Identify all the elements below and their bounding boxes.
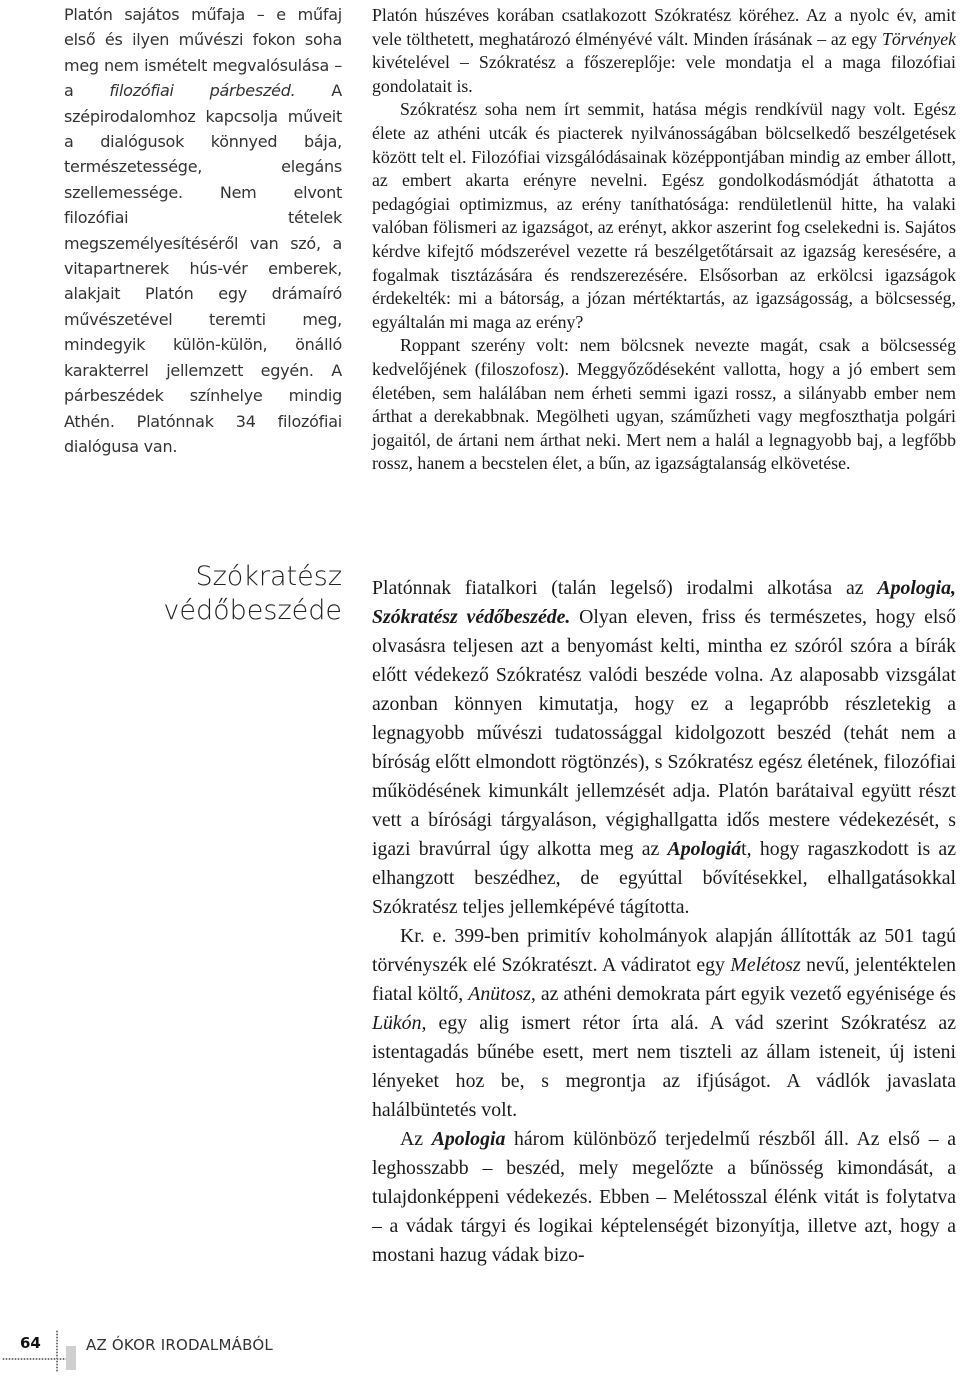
sidebar-note [64, 2, 342, 459]
sidebar-text-2: A szépirodalomhoz kapcsolja műveit a dialógusok könnyed bája, természetessége, elegáns szellemessége. Nem elvont filozófiai tételek megszemélyesítéséről van szó, a vitapartnerek hús-vér emberek, alakjait Platón egy drámaíró művészetével teremti meg, mindegyik külön-külön, önálló karakterrel jellemzett egyén. A párbeszédek színhelye mindig Athén. Platónnak 34 filozófiai dialógusa van. [64, 81, 342, 456]
sidebar-emphasis: filozófiai párbeszéd. [109, 81, 296, 101]
work-title-apologia: Apologia, Szókratész védőbeszéde. [372, 577, 956, 628]
text-run: Kr. e. 399-ben primitív koholmányok alapján állították az 501 tagú törvényszék elé Szókratészt. A vádiratot egy [372, 925, 956, 976]
text-run: kivételével – Szókratész a főszereplője: vele mondatja el a maga filozófiai gondolatait is. [372, 52, 956, 96]
main-bottom-paragraph-3 [372, 1125, 956, 1270]
decorative-grey-block [66, 1346, 76, 1370]
main-bottom-paragraph-1 [372, 574, 956, 922]
running-head: AZ ÓKOR IRODALMÁBÓL [86, 1336, 273, 1354]
section-title [120, 560, 342, 628]
main-top-paragraph-2: Szókratész soha nem írt semmit, hatása mégis rendkívül nagy volt. Egész élete az athéni utcák és piacterek nyilvánosságában bölcselkedő beszélgetések között telt el. Filozófiai vizsgálódásainak középpontjában mindig az ember állott, az embert akarta erényre nevelni. Egész gondolkodásmódját áthatotta a pedagógiai optimizmus, az erény taníthatósága: rendületlenül hitte, ha valaki valóban fölismeri az igazságot, az erényt, akkor aszerint fog cselekedni is. Sajátos kérdve kifejtő módszerével vezette rá beszélgetőtársait az igazság keresésére, a fogalmak tisztázására és rendszerezésére. Elsősorban az erkölcsi igazságok érdekelték: mi a bátorság, a józan mértéktartás, az igazságosság, a bölcsesség, egyáltalán mi maga az erény? [372, 99, 956, 332]
main-text-top [372, 4, 956, 476]
sidebar-paragraph [64, 2, 342, 459]
name-meletosz: Melétosz [730, 954, 801, 976]
text-run: nevű, jelentéktelen fiatal költő, [372, 954, 956, 1005]
main-text-bottom [372, 574, 956, 1270]
sidebar-text-1: Platón sajátos műfaja – e műfaj első és ilyen művészi fokon soha meg nem ismételt megvalósulása – a [64, 5, 342, 101]
section-title-line-2: védőbeszéde [163, 595, 342, 626]
name-anutosz: Anütosz, [468, 983, 536, 1005]
work-title-torvenyek: Törvények [881, 28, 956, 49]
name-lukon: Lükón, [372, 1012, 427, 1034]
main-top-paragraph-1 [372, 4, 956, 98]
work-title-apologia-2: Apologia [431, 1128, 506, 1150]
page-footer [0, 1328, 340, 1374]
main-bottom-paragraph-2 [372, 922, 956, 1125]
text-run: egy alig ismert rétor írta alá. A vád szerint Szókratész az istentagadás bűnébe esett, mert nem tiszteli az állam isteneit, új isteni lényeket hoz be, s megrontja az ifjúságot. A vádlók javaslata halálbüntetés volt. [372, 1012, 956, 1121]
dotted-rule-horizontal [2, 1358, 76, 1360]
page-number: 64 [20, 1334, 41, 1352]
main-top-paragraph-3: Roppant szerény volt: nem bölcsnek nevezte magát, csak a bölcsesség kedvelőjének (filoszofosz). Meggyőződéseként vallotta, hogy a jó embert sem életében, sem halálában nem érheti semmi igazi rossz, a silányabb ember nem árthat a derekabbnak. Megölheti ugyan, száműzheti vagy megfoszthatja polgári jogaitól, de ártani nem árthat neki. Mert nem a halál a legnagyobb baj, a legfőbb rossz, hanem a becstelen élet, a bűn, az igazságtalanság elkövetése. [372, 335, 956, 474]
work-title-apologia-inline: Apologiá [667, 838, 742, 860]
text-run: Az [400, 1128, 432, 1150]
text-run: Olyan eleven, friss és természetes, hogy első olvasásra teljesen azt a benyomást kelti, mintha ez szóról szóra a bírák előtt védekező Szókratész valódi beszéde volna. Az alaposabb vizsgálat azonban könnyen kimutatja, hogy ez a legapróbb részletekig a legnagyobb művészi tudatossággal kidolgozott beszéd (tehát nem a bíróság előtt elmondott rögtönzés), s Szókratész egész életének, filozófiai működésének kimunkált jellemzését adja. Platón barátaival együtt részt vett a bírósági tárgyaláson, végighallgatta idős mestere védekezését, s igazi bravúrral úgy alkotta meg az [372, 606, 956, 860]
text-run: Platón húszéves korában csatlakozott Szókratész köréhez. Az a nyolc év, amit vele tölthetett, meghatározó élményévé vált. Minden írásának – az egy [372, 5, 956, 49]
section-title-line-1: Szókratész [195, 561, 342, 592]
dotted-rule-vertical [56, 1330, 58, 1372]
text-run: t, hogy ragaszkodott is az elhangzott beszédhez, de egyúttal bővítésekkel, elhallgatásokkal Szókratész teljes jellemképévé tágította. [372, 838, 956, 918]
text-run: három különböző terjedelmű részből áll. Az első – a leghosszabb – beszéd, mely megelőzte a bűnösség kimondását, a tulajdonképpeni védekezés. Ebben – Melétosszal élénk vitát is folytatva – a vádak tárgyi és logikai képtelenségét bizonyítja, illetve azt, hogy a mostani hazug vádak bizo- [372, 1128, 956, 1266]
text-run: az athéni demokrata párt egyik vezető egyénisége és [535, 983, 956, 1005]
text-run: Platónnak fiatalkori (talán legelső) irodalmi alkotása az [372, 577, 878, 599]
